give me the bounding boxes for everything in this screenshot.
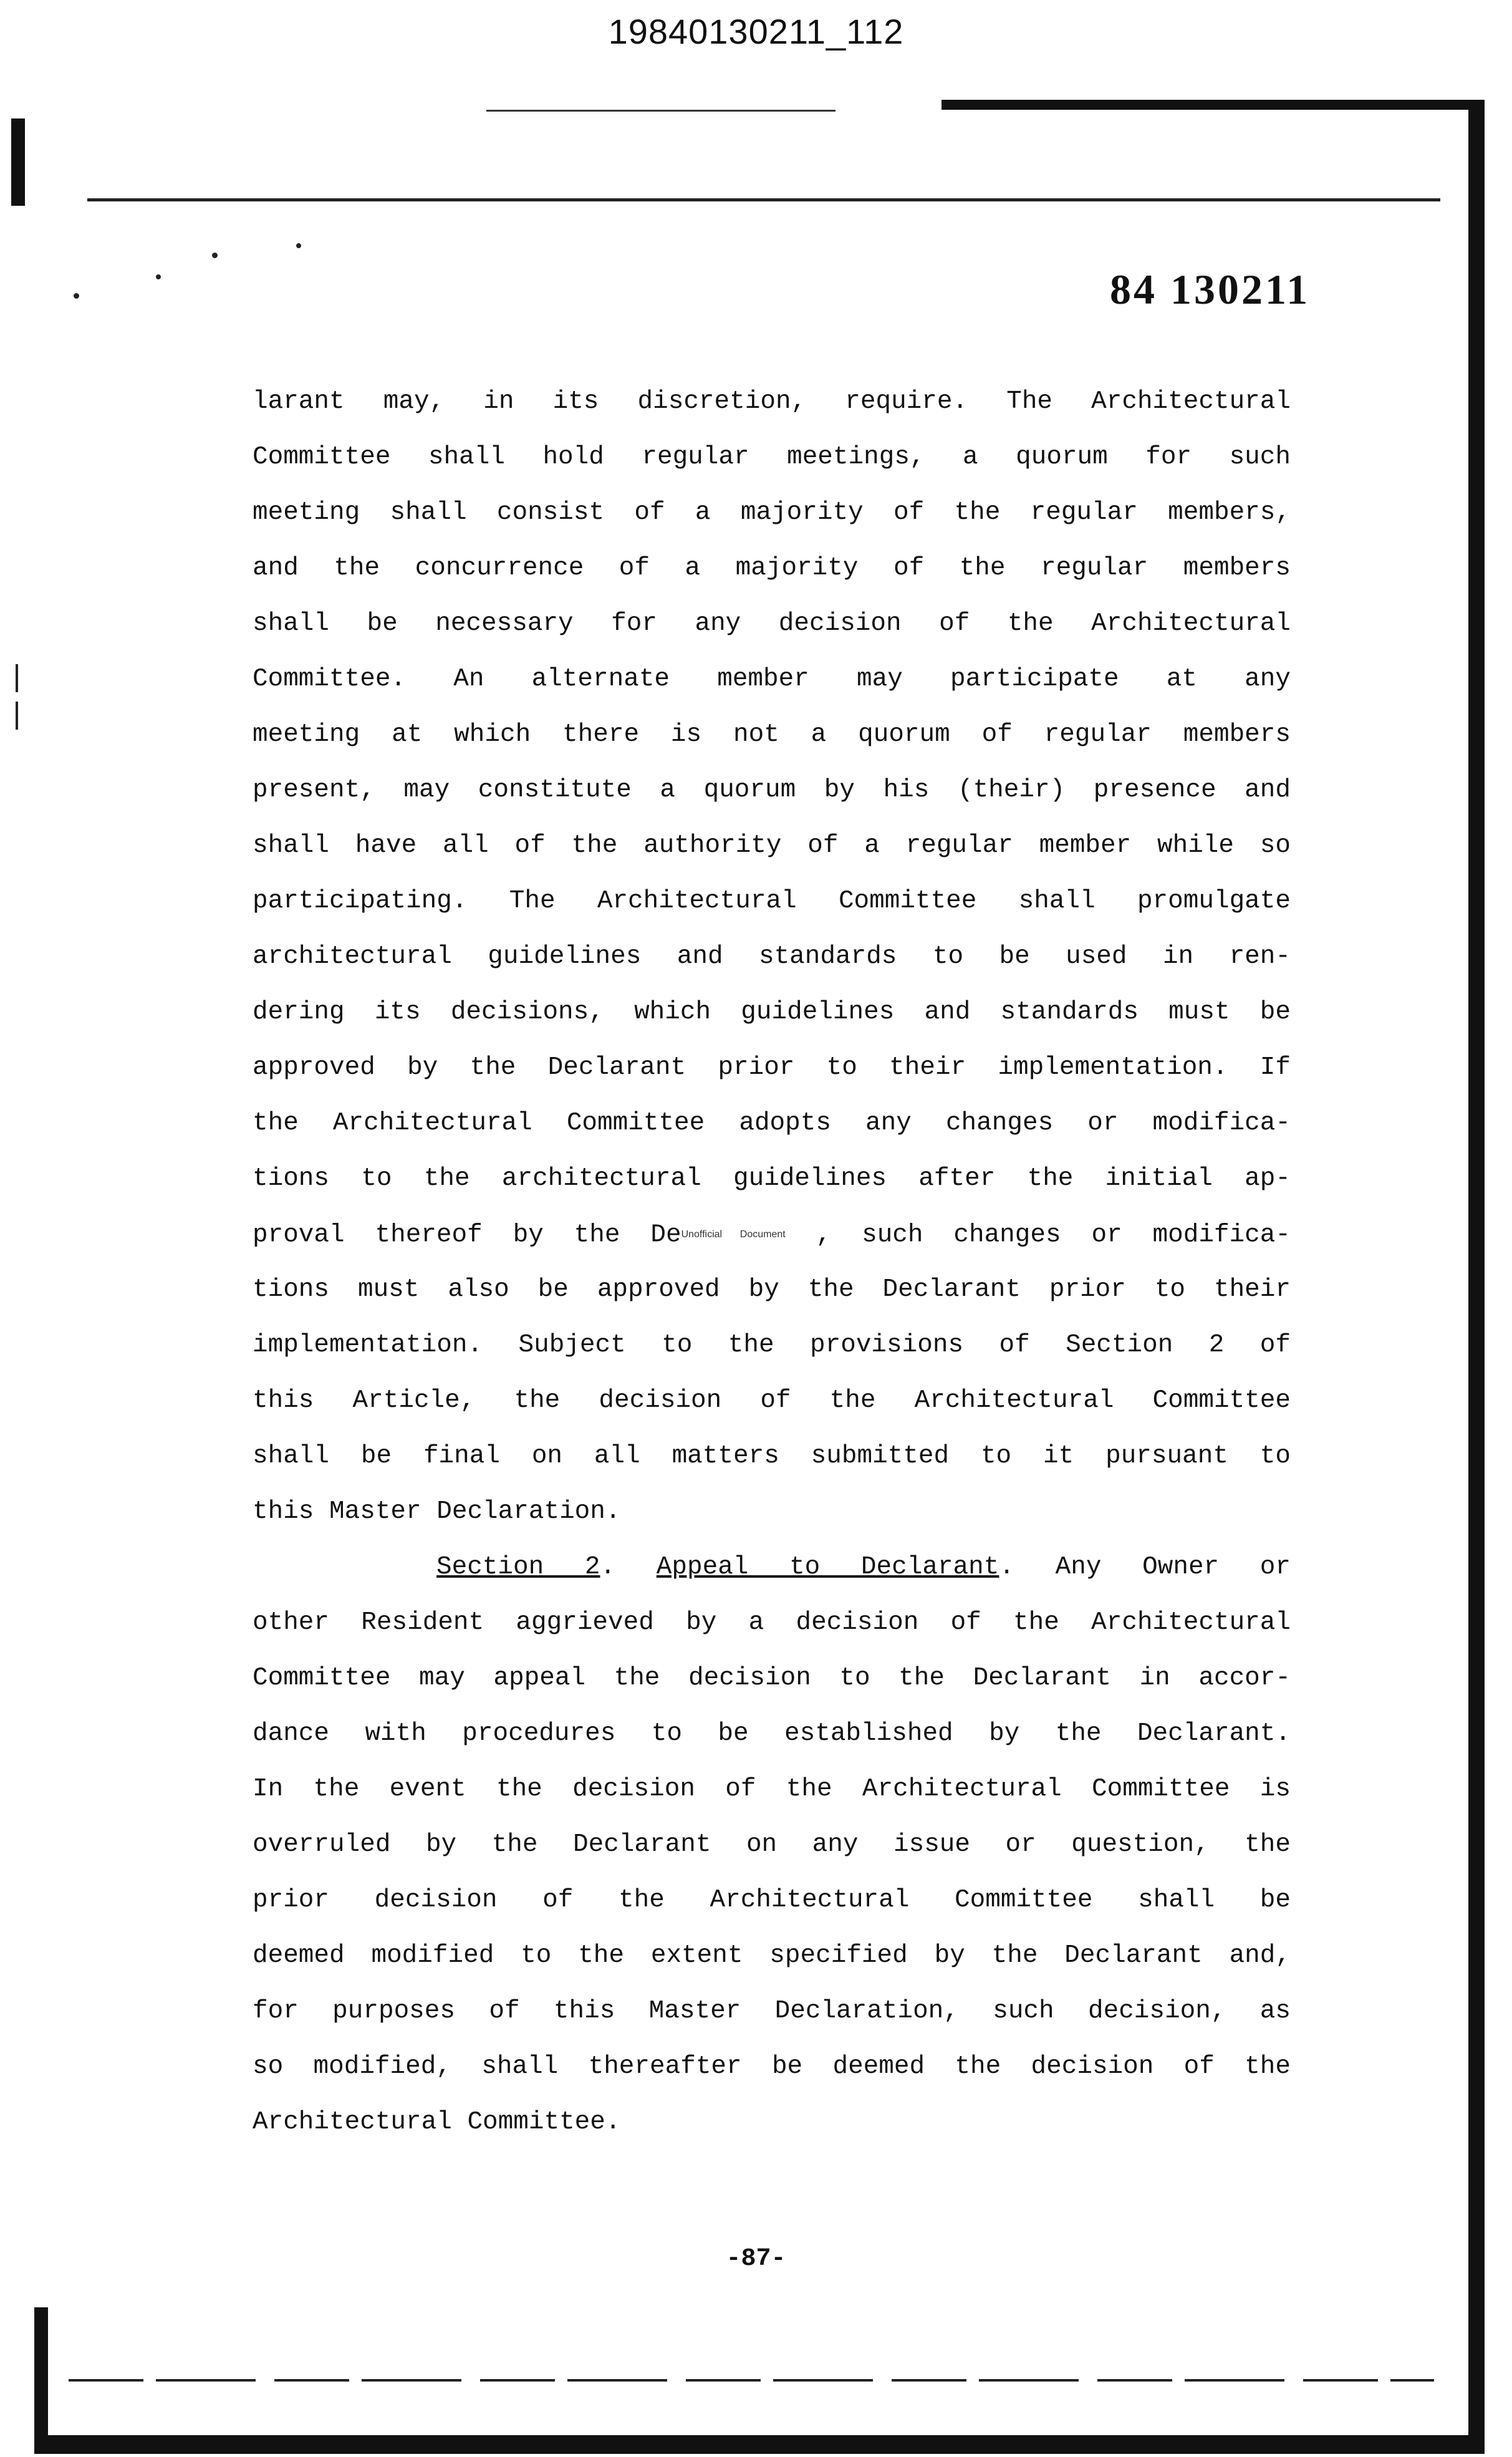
text-segment: , such changes or modifica- xyxy=(816,1220,1291,1250)
text-line: Architectural Committee. xyxy=(253,2108,621,2136)
text-line: meeting at which there is not a quorum of regular members xyxy=(253,720,1291,749)
scan-speck xyxy=(212,253,218,258)
page-frame-right xyxy=(1468,100,1485,2454)
text-segment: proval thereof by the De xyxy=(253,1220,681,1250)
text-line: Committee. An alternate member may participate at any xyxy=(253,665,1291,693)
scan-speck xyxy=(74,293,79,299)
text-line: In the event the decision of the Architectural Committee is xyxy=(253,1775,1291,1803)
text-line: larant may, in its discretion, require. The Architectural xyxy=(253,387,1291,416)
text-line: deemed modified to the extent specified by the Declarant and, xyxy=(253,1941,1291,1970)
scan-speck xyxy=(296,243,301,248)
text-line: approved by the Declarant prior to their implementation. If xyxy=(253,1053,1291,1082)
text-line: dance with procedures to be established by the Declarant. xyxy=(253,1719,1291,1748)
section-2-heading-line xyxy=(253,1540,1291,1595)
text-line: dering its decisions, which guidelines and standards must be xyxy=(253,998,1291,1026)
text-line: other Resident aggrieved by a decision of the Architectural xyxy=(253,1608,1291,1637)
recording-number: 84 130211 xyxy=(1110,266,1311,313)
text-line-with-watermark xyxy=(253,1207,1291,1262)
text-line: Committee shall hold regular meetings, a quorum for such xyxy=(253,443,1291,471)
page-number: -87- xyxy=(726,2245,786,2273)
text-line: the Architectural Committee adopts any changes or modifica- xyxy=(253,1109,1291,1137)
section-2-title-punct: . xyxy=(999,1553,1014,1581)
section-2-label: Section 2 xyxy=(436,1553,600,1581)
text-line: participating. The Architectural Committee shall promulgate xyxy=(253,887,1291,915)
text-segment: Any Owner or xyxy=(1055,1553,1291,1581)
text-line: shall have all of the authority of a regular member while so xyxy=(253,831,1291,860)
top-scan-rule-upper xyxy=(486,110,835,112)
text-line: shall be final on all matters submitted to it pursuant to xyxy=(253,1442,1291,1470)
section-2-title: Appeal to Declarant xyxy=(656,1553,999,1581)
scan-speck xyxy=(156,274,161,279)
text-line: tions must also be approved by the Declarant prior to their xyxy=(253,1275,1291,1304)
margin-mark xyxy=(16,702,18,730)
watermark-stamp: Unofficial Document xyxy=(681,1229,786,1240)
text-line: this Article, the decision of the Architectural Committee xyxy=(253,1386,1291,1415)
text-line: architectural guidelines and standards to be used in ren- xyxy=(253,942,1291,971)
top-scan-rule xyxy=(87,198,1440,201)
text-line: meeting shall consist of a majority of the regular members, xyxy=(253,498,1291,527)
text-line: tions to the architectural guidelines after the initial ap- xyxy=(253,1164,1291,1193)
text-line: for purposes of this Master Declaration, such decision, as xyxy=(253,1997,1291,2025)
scan-edge-bar xyxy=(11,118,25,206)
text-line: shall be necessary for any decision of the Architectural xyxy=(253,609,1291,638)
page-frame-bottom xyxy=(34,2435,1485,2454)
text-line: prior decision of the Architectural Committee shall be xyxy=(253,1886,1291,1914)
document-body xyxy=(253,374,1291,2150)
margin-mark xyxy=(16,664,18,692)
page-id-header: 19840130211_112 xyxy=(608,12,904,51)
text-line: this Master Declaration. xyxy=(253,1497,621,1526)
text-line: present, may constitute a quorum by his (their) presence and xyxy=(253,776,1291,804)
text-line: Committee may appeal the decision to the Declarant in accor- xyxy=(253,1664,1291,1692)
text-line: implementation. Subject to the provisions of Section 2 of xyxy=(253,1331,1291,1359)
text-line: and the concurrence of a majority of the regular members xyxy=(253,554,1291,582)
section-2-label-punct: . xyxy=(600,1553,616,1581)
page-frame-top xyxy=(941,100,1485,110)
bottom-scan-rule xyxy=(69,2379,1434,2382)
text-line: so modified, shall thereafter be deemed the decision of the xyxy=(253,2052,1291,2081)
text-line: overruled by the Declarant on any issue or question, the xyxy=(253,1830,1291,1859)
page-frame-left xyxy=(34,2307,48,2451)
